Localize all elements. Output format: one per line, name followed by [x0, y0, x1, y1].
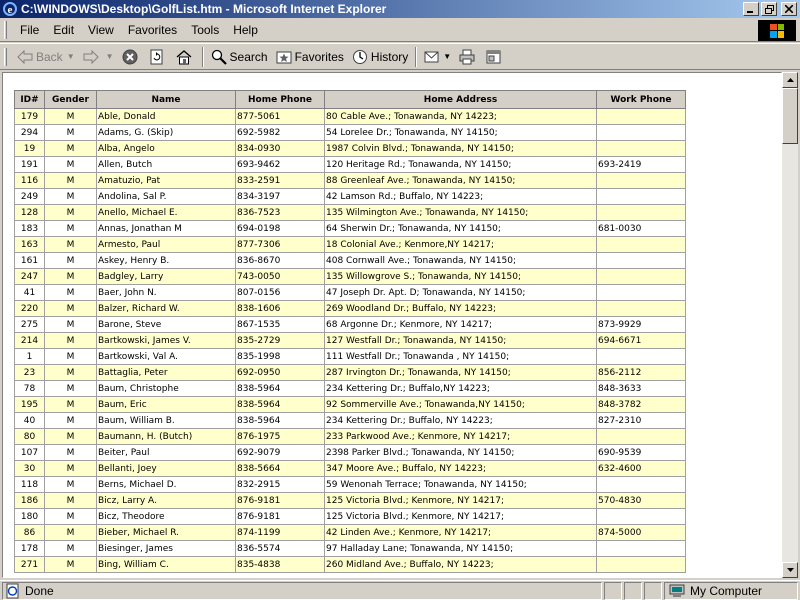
table-row — [15, 541, 686, 557]
table-row — [15, 173, 686, 189]
refresh-icon — [149, 49, 165, 65]
cell-home-phone: 835-2729 — [236, 333, 325, 349]
status-bar — [0, 580, 800, 600]
cell-work-phone: 874-5000 — [597, 525, 686, 541]
favorites-label: Favorites — [294, 49, 344, 64]
search-icon — [211, 49, 227, 65]
cell-name: Baumann, H. (Butch) — [97, 429, 236, 445]
table-row — [15, 365, 686, 381]
table-body — [15, 109, 686, 573]
cell-name: Bartkowski, James V. — [97, 333, 236, 349]
cell-id: 180 — [15, 509, 45, 525]
cell-work-phone: 570-4830 — [597, 493, 686, 509]
cell-work-phone — [597, 557, 686, 573]
cell-name: Berns, Michael D. — [97, 477, 236, 493]
printer-icon — [459, 49, 475, 65]
cell-gender: M — [45, 141, 97, 157]
ie-logo-icon — [2, 1, 18, 17]
cell-id: 80 — [15, 429, 45, 445]
cell-home-phone: 835-4838 — [236, 557, 325, 573]
cell-work-phone — [597, 477, 686, 493]
restore-icon — [765, 5, 774, 14]
window-title: C:\WINDOWS\Desktop\GolfList.htm - Microsoft Internet Explorer — [21, 2, 387, 16]
table-row — [15, 525, 686, 541]
cell-home-address: 1987 Colvin Blvd.; Tonawanda, NY 14150; — [325, 141, 597, 157]
table-row — [15, 445, 686, 461]
minimize-icon — [747, 5, 755, 13]
mail-button[interactable] — [420, 46, 455, 68]
cell-home-address: 111 Westfall Dr.; Tonawanda , NY 14150; — [325, 349, 597, 365]
cell-work-phone — [597, 429, 686, 445]
cell-id: 1 — [15, 349, 45, 365]
cell-gender: M — [45, 461, 97, 477]
header-gender: Gender — [45, 91, 97, 109]
cell-home-phone: 838-5964 — [236, 397, 325, 413]
cell-work-phone: 848-3633 — [597, 381, 686, 397]
toolbar-separator — [202, 47, 204, 67]
table-row — [15, 397, 686, 413]
cell-home-address: 287 Irvington Dr.; Tonawanda, NY 14150; — [325, 365, 597, 381]
cell-gender: M — [45, 525, 97, 541]
cell-name: Andolina, Sal P. — [97, 189, 236, 205]
cell-name: Battaglia, Peter — [97, 365, 236, 381]
cell-work-phone: 681-0030 — [597, 221, 686, 237]
cell-name: Bartkowski, Val A. — [97, 349, 236, 365]
cell-home-phone: 838-5964 — [236, 413, 325, 429]
forward-arrow-icon — [83, 50, 99, 64]
table-row — [15, 429, 686, 445]
home-button[interactable] — [172, 46, 199, 68]
standard-toolbar — [0, 43, 800, 70]
menu-help[interactable]: Help — [233, 23, 258, 37]
mail-dropdown-icon: ▼ — [443, 52, 452, 61]
table-row — [15, 509, 686, 525]
cell-home-address: 47 Joseph Dr. Apt. D; Tonawanda, NY 14150; — [325, 285, 597, 301]
cell-gender: M — [45, 365, 97, 381]
cell-gender: M — [45, 477, 97, 493]
cell-name: Badgley, Larry — [97, 269, 236, 285]
cell-home-address: 135 Willowgrove S.; Tonawanda, NY 14150; — [325, 269, 597, 285]
table-row — [15, 461, 686, 477]
cell-name: Balzer, Richard W. — [97, 301, 236, 317]
table-row — [15, 125, 686, 141]
cell-work-phone — [597, 349, 686, 365]
cell-home-phone: 692-5982 — [236, 125, 325, 141]
history-label: History — [370, 49, 409, 64]
cell-gender: M — [45, 413, 97, 429]
cell-home-address: 234 Kettering Dr.; Buffalo,NY 14223; — [325, 381, 597, 397]
cell-home-address: 269 Woodland Dr.; Buffalo, NY 14223; — [325, 301, 597, 317]
cell-id: 183 — [15, 221, 45, 237]
cell-name: Armesto, Paul — [97, 237, 236, 253]
cell-work-phone — [597, 109, 686, 125]
cell-home-phone: 838-1606 — [236, 301, 325, 317]
forward-button[interactable] — [79, 46, 118, 68]
scroll-up-button[interactable] — [782, 72, 798, 88]
cell-gender: M — [45, 381, 97, 397]
table-header-row — [15, 91, 686, 109]
cell-home-address: 97 Halladay Lane; Tonawanda, NY 14150; — [325, 541, 597, 557]
cell-id: 179 — [15, 109, 45, 125]
table-row — [15, 557, 686, 573]
cell-gender: M — [45, 445, 97, 461]
cell-home-phone: 834-3197 — [236, 189, 325, 205]
table-row — [15, 253, 686, 269]
menu-view[interactable]: View — [88, 23, 114, 37]
table-row — [15, 205, 686, 221]
menu-file[interactable]: File — [20, 23, 40, 37]
cell-name: Baum, Eric — [97, 397, 236, 413]
back-label: Back — [36, 49, 63, 64]
header-home-address: Home Address — [325, 91, 597, 109]
cell-gender: M — [45, 109, 97, 125]
my-computer-icon — [669, 584, 685, 598]
cell-home-phone: 692-9079 — [236, 445, 325, 461]
table-row — [15, 221, 686, 237]
cell-work-phone — [597, 253, 686, 269]
favorites-icon — [276, 49, 292, 65]
status-panel-blank — [644, 582, 662, 600]
stop-icon — [122, 49, 138, 65]
favorites-button[interactable] — [272, 46, 348, 68]
table-row — [15, 301, 686, 317]
table-row — [15, 269, 686, 285]
edit-page-icon — [486, 49, 502, 65]
cell-name: Annas, Jonathan M — [97, 221, 236, 237]
vertical-scrollbar[interactable] — [782, 72, 798, 578]
cell-gender: M — [45, 541, 97, 557]
cell-id: 186 — [15, 493, 45, 509]
cell-home-phone: 876-9181 — [236, 493, 325, 509]
cell-gender: M — [45, 189, 97, 205]
table-row — [15, 157, 686, 173]
back-arrow-icon — [17, 50, 33, 64]
cell-work-phone — [597, 541, 686, 557]
cell-gender: M — [45, 317, 97, 333]
cell-home-phone: 874-1199 — [236, 525, 325, 541]
refresh-button[interactable] — [145, 46, 172, 68]
cell-home-address: 2398 Parker Blvd.; Tonawanda, NY 14150; — [325, 445, 597, 461]
cell-name: Bicz, Larry A. — [97, 493, 236, 509]
cell-name: Baum, Christophe — [97, 381, 236, 397]
cell-work-phone — [597, 269, 686, 285]
cell-home-phone: 836-5574 — [236, 541, 325, 557]
cell-work-phone: 690-9539 — [597, 445, 686, 461]
scroll-down-button[interactable] — [782, 562, 798, 578]
cell-home-address: 68 Argonne Dr.; Kenmore, NY 14217; — [325, 317, 597, 333]
cell-name: Adams, G. (Skip) — [97, 125, 236, 141]
cell-id: 78 — [15, 381, 45, 397]
table-row — [15, 141, 686, 157]
header-name: Name — [97, 91, 236, 109]
status-panel-blank — [624, 582, 642, 600]
status-main-panel — [2, 582, 602, 600]
cell-home-phone: 807-0156 — [236, 285, 325, 301]
cell-name: Baer, John N. — [97, 285, 236, 301]
cell-home-phone: 877-7306 — [236, 237, 325, 253]
cell-work-phone — [597, 141, 686, 157]
toolbar-separator — [415, 47, 417, 67]
restore-button[interactable] — [761, 2, 777, 16]
cell-home-address: 260 Midland Ave.; Buffalo, NY 14223; — [325, 557, 597, 573]
cell-home-address: 92 Sommerville Ave.; Tonawanda,NY 14150; — [325, 397, 597, 413]
cell-name: Bicz, Theodore — [97, 509, 236, 525]
cell-name: Bing, William C. — [97, 557, 236, 573]
table-row — [15, 413, 686, 429]
cell-gender: M — [45, 157, 97, 173]
cell-home-address: 18 Colonial Ave.; Kenmore,NY 14217; — [325, 237, 597, 253]
cell-id: 116 — [15, 173, 45, 189]
cell-work-phone: 848-3782 — [597, 397, 686, 413]
cell-home-phone: 835-1998 — [236, 349, 325, 365]
svg-text:e: e — [7, 4, 13, 16]
scroll-thumb[interactable] — [782, 88, 798, 144]
cell-home-address: 42 Lamson Rd.; Buffalo, NY 14223; — [325, 189, 597, 205]
cell-gender: M — [45, 237, 97, 253]
cell-gender: M — [45, 285, 97, 301]
table-row — [15, 493, 686, 509]
cell-home-phone: 693-9462 — [236, 157, 325, 173]
menu-edit[interactable]: Edit — [53, 23, 75, 37]
back-dropdown-icon: ▼ — [66, 52, 75, 61]
cell-home-phone: 876-9181 — [236, 509, 325, 525]
cell-work-phone — [597, 173, 686, 189]
cell-name: Barone, Steve — [97, 317, 236, 333]
table-row — [15, 237, 686, 253]
cell-id: 128 — [15, 205, 45, 221]
cell-home-phone: 694-0198 — [236, 221, 325, 237]
cell-home-phone: 832-2915 — [236, 477, 325, 493]
page-done-icon — [5, 583, 21, 599]
minimize-button[interactable] — [743, 2, 759, 16]
security-zone-label: My Computer — [690, 583, 763, 598]
history-button[interactable] — [348, 46, 412, 68]
cell-name: Baum, William B. — [97, 413, 236, 429]
table-row — [15, 333, 686, 349]
cell-name: Able, Donald — [97, 109, 236, 125]
menu-favorites[interactable]: Favorites — [127, 23, 178, 37]
windows-throbber — [758, 20, 796, 41]
cell-gender: M — [45, 509, 97, 525]
table-row — [15, 477, 686, 493]
cell-work-phone: 827-2310 — [597, 413, 686, 429]
golf-list-table — [14, 90, 686, 573]
cell-id: 107 — [15, 445, 45, 461]
header-id: ID# — [15, 91, 45, 109]
table-row — [15, 189, 686, 205]
cell-home-address: 135 Wilmington Ave.; Tonawanda, NY 14150; — [325, 205, 597, 221]
cell-id: 30 — [15, 461, 45, 477]
cell-id: 220 — [15, 301, 45, 317]
cell-gender: M — [45, 269, 97, 285]
page-content[interactable] — [2, 72, 782, 578]
cell-work-phone — [597, 285, 686, 301]
cell-home-phone: 876-1975 — [236, 429, 325, 445]
arrow-up-icon — [787, 78, 794, 82]
cell-id: 275 — [15, 317, 45, 333]
cell-work-phone — [597, 301, 686, 317]
stop-button[interactable] — [118, 46, 145, 68]
cell-gender: M — [45, 557, 97, 573]
cell-id: 41 — [15, 285, 45, 301]
cell-name: Beiter, Paul — [97, 445, 236, 461]
cell-work-phone — [597, 205, 686, 221]
cell-home-phone: 867-1535 — [236, 317, 325, 333]
status-text: Done — [25, 583, 54, 598]
cell-id: 86 — [15, 525, 45, 541]
home-icon — [176, 49, 192, 65]
cell-id: 247 — [15, 269, 45, 285]
table-row — [15, 317, 686, 333]
cell-home-address: 80 Cable Ave.; Tonawanda, NY 14223; — [325, 109, 597, 125]
cell-gender: M — [45, 125, 97, 141]
status-panel-blank — [604, 582, 622, 600]
cell-home-address: 125 Victoria Blvd.; Kenmore, NY 14217; — [325, 493, 597, 509]
cell-home-phone: 838-5964 — [236, 381, 325, 397]
cell-home-phone: 836-7523 — [236, 205, 325, 221]
cell-home-address: 234 Kettering Dr.; Buffalo, NY 14223; — [325, 413, 597, 429]
history-icon — [352, 49, 368, 65]
forward-dropdown-icon: ▼ — [105, 52, 114, 61]
menu-tools[interactable]: Tools — [191, 23, 220, 37]
search-button[interactable] — [207, 46, 272, 68]
back-button[interactable] — [13, 46, 79, 68]
cell-home-address: 125 Victoria Blvd.; Kenmore, NY 14217; — [325, 509, 597, 525]
cell-id: 163 — [15, 237, 45, 253]
cell-gender: M — [45, 493, 97, 509]
cell-gender: M — [45, 397, 97, 413]
mail-icon — [424, 49, 440, 65]
print-button[interactable] — [455, 46, 482, 68]
cell-name: Anello, Michael E. — [97, 205, 236, 221]
close-icon — [785, 5, 793, 13]
header-work-phone: Work Phone — [597, 91, 686, 109]
cell-id: 195 — [15, 397, 45, 413]
cell-home-phone: 833-2591 — [236, 173, 325, 189]
cell-gender: M — [45, 173, 97, 189]
cell-name: Bieber, Michael R. — [97, 525, 236, 541]
cell-home-address: 127 Westfall Dr.; Tonawanda, NY 14150; — [325, 333, 597, 349]
close-button[interactable] — [781, 2, 797, 16]
table-row — [15, 381, 686, 397]
cell-name: Allen, Butch — [97, 157, 236, 173]
table-row — [15, 349, 686, 365]
cell-id: 249 — [15, 189, 45, 205]
cell-gender: M — [45, 221, 97, 237]
cell-home-address: 120 Heritage Rd.; Tonawanda, NY 14150; — [325, 157, 597, 173]
cell-gender: M — [45, 349, 97, 365]
arrow-down-icon — [787, 568, 794, 572]
cell-home-phone: 743-0050 — [236, 269, 325, 285]
table-row — [15, 109, 686, 125]
title-bar — [0, 0, 800, 18]
cell-work-phone — [597, 189, 686, 205]
cell-name: Askey, Henry B. — [97, 253, 236, 269]
cell-home-address: 347 Moore Ave.; Buffalo, NY 14223; — [325, 461, 597, 477]
cell-home-phone: 692-0950 — [236, 365, 325, 381]
table-row — [15, 285, 686, 301]
cell-home-address: 408 Cornwall Ave.; Tonawanda, NY 14150; — [325, 253, 597, 269]
cell-name: Alba, Angelo — [97, 141, 236, 157]
cell-work-phone — [597, 509, 686, 525]
windows-flag-icon — [770, 24, 784, 38]
cell-id: 40 — [15, 413, 45, 429]
toolbar-grip — [4, 48, 7, 66]
cell-id: 23 — [15, 365, 45, 381]
cell-work-phone: 856-2112 — [597, 365, 686, 381]
cell-home-phone: 877-5061 — [236, 109, 325, 125]
cell-work-phone — [597, 237, 686, 253]
cell-home-phone: 834-0930 — [236, 141, 325, 157]
cell-home-address: 54 Lorelee Dr.; Tonawanda, NY 14150; — [325, 125, 597, 141]
cell-id: 118 — [15, 477, 45, 493]
cell-work-phone: 693-2419 — [597, 157, 686, 173]
menu-bar — [0, 19, 800, 42]
cell-work-phone: 694-6671 — [597, 333, 686, 349]
cell-work-phone: 873-9929 — [597, 317, 686, 333]
cell-home-address: 233 Parkwood Ave.; Kenmore, NY 14217; — [325, 429, 597, 445]
cell-gender: M — [45, 205, 97, 221]
header-home-phone: Home Phone — [236, 91, 325, 109]
cell-id: 19 — [15, 141, 45, 157]
status-zone-panel — [664, 582, 798, 600]
cell-gender: M — [45, 429, 97, 445]
search-label: Search — [229, 49, 268, 64]
cell-id: 161 — [15, 253, 45, 269]
cell-home-phone: 838-5664 — [236, 461, 325, 477]
menu-grip — [4, 21, 7, 39]
cell-work-phone: 632-4600 — [597, 461, 686, 477]
cell-home-address: 88 Greenleaf Ave.; Tonawanda, NY 14150; — [325, 173, 597, 189]
cell-home-address: 59 Wenonah Terrace; Tonawanda, NY 14150; — [325, 477, 597, 493]
cell-home-address: 42 Linden Ave.; Kenmore, NY 14217; — [325, 525, 597, 541]
cell-id: 271 — [15, 557, 45, 573]
cell-home-address: 64 Sherwin Dr.; Tonawanda, NY 14150; — [325, 221, 597, 237]
cell-home-phone: 836-8670 — [236, 253, 325, 269]
cell-gender: M — [45, 333, 97, 349]
edit-button[interactable] — [482, 46, 509, 68]
cell-gender: M — [45, 253, 97, 269]
cell-name: Bellanti, Joey — [97, 461, 236, 477]
cell-gender: M — [45, 301, 97, 317]
cell-name: Amatuzio, Pat — [97, 173, 236, 189]
cell-id: 214 — [15, 333, 45, 349]
cell-id: 294 — [15, 125, 45, 141]
cell-work-phone — [597, 125, 686, 141]
cell-name: Biesinger, James — [97, 541, 236, 557]
cell-id: 178 — [15, 541, 45, 557]
cell-id: 191 — [15, 157, 45, 173]
